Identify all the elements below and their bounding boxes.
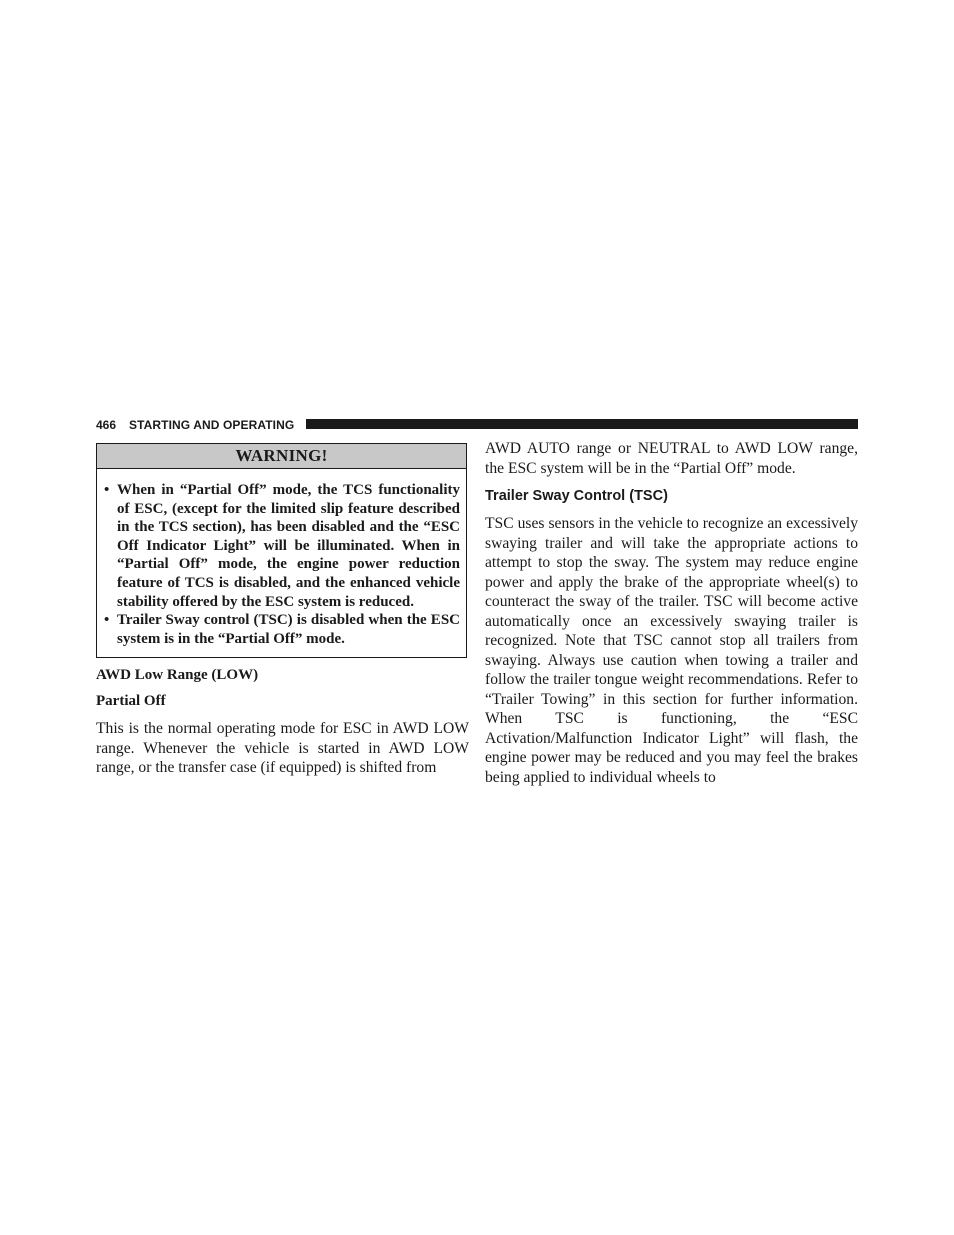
warning-title: WARNING! (97, 444, 466, 469)
warning-item-text: Trailer Sway control (TSC) is disabled when the ESC system is in the “Partial Off” mode. (117, 612, 460, 647)
warning-item (101, 481, 460, 611)
bullet-icon: • (104, 482, 110, 498)
page-number: 466 (96, 418, 117, 432)
page-header (96, 415, 858, 435)
header-rule (306, 419, 858, 429)
heading-awd-low-range: AWD Low Range (LOW) (96, 667, 259, 684)
warning-box (96, 443, 467, 658)
continuation-paragraph: AWD AUTO range or NEUTRAL to AWD LOW range, the ESC system will be in the “Partial Off” mode. (485, 440, 858, 477)
right-column (485, 439, 858, 787)
heading-trailer-sway-control: Trailer Sway Control (TSC) (485, 488, 668, 504)
bullet-icon: • (104, 612, 110, 629)
tsc-paragraph: TSC uses sensors in the vehicle to recognize an excessively swaying trailer and will take the appropriate actions to attempt to stop the sway. The system may reduce engine power and apply the brake of the appropriate wheel(s) to counteract the sway of the trailer. TSC will become active automatically once an excessively swaying trailer is recognized. Note that TSC cannot stop all trailers from swaying. Always use caution when towing a trailer and follow the trailer tongue weight recommendations. Refer to “Trailer Towing” in this section for further information. When TSC is functioning, the “ESC Activation/Malfunction Indicator Light” will flash, the engine power may be reduced and you may feel the brakes being applied to individual wheels to (485, 515, 858, 786)
left-column (96, 443, 469, 778)
heading-partial-off: Partial Off (96, 693, 166, 710)
warning-item-text: When in “Partial Off” mode, the TCS functionality of ESC, (except for the limited slip feature described in the TCS section), has been disabled and the “ESC Off Indicator Light” will be illuminated. When in “Partial Off” mode, the engine power reduction feature of TCS is disabled, and the enhanced vehicle stability offered by the ESC system is reduced. (117, 482, 460, 610)
warning-item (101, 611, 460, 648)
section-title: STARTING AND OPERATING (129, 418, 295, 432)
warning-list (97, 469, 466, 657)
partial-off-paragraph: This is the normal operating mode for ESC in AWD LOW range. Whenever the vehicle is started in AWD LOW range, or the transfer case (if equipped) is shifted from (96, 720, 469, 777)
